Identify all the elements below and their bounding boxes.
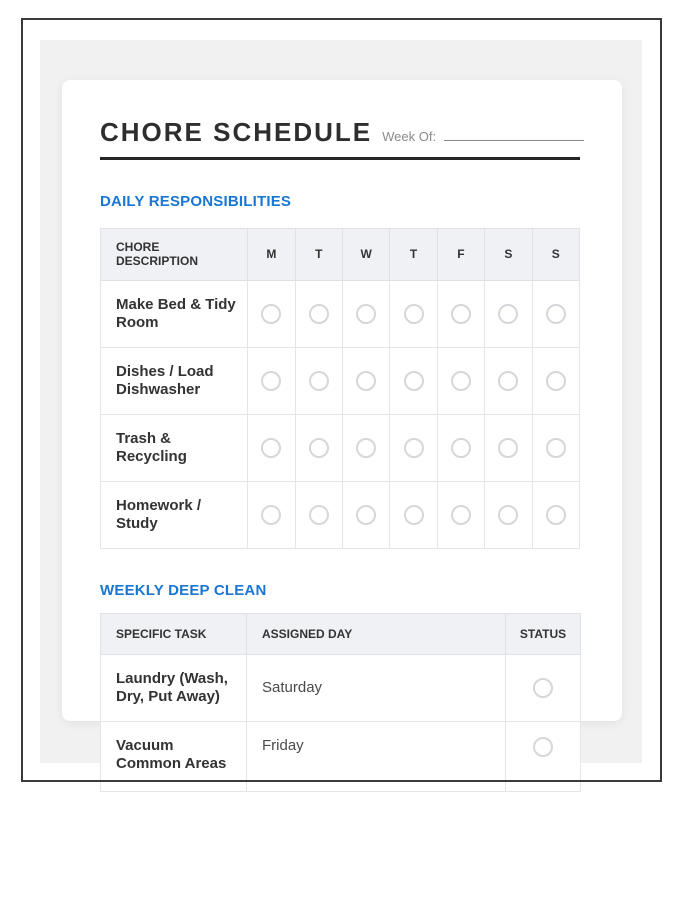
day-checkbox[interactable] [451,438,471,458]
column-header-chore-description: CHORE DESCRIPTION [101,228,248,280]
page-title: CHORE SCHEDULE [100,117,373,147]
day-checkbox[interactable] [451,304,471,324]
table-row [101,414,580,481]
column-header-sunday: S [532,228,579,280]
chore-label: Trash & Recycling [116,429,187,465]
chore-label: Make Bed & Tidy Room [116,295,236,331]
status-checkbox[interactable] [533,678,553,698]
day-checkbox[interactable] [261,505,281,525]
weekly-header-row [101,613,581,654]
column-header-saturday: S [485,228,532,280]
daily-section-heading: DAILY RESPONSIBILITIES [100,192,292,210]
day-checkbox[interactable] [404,304,424,324]
assigned-day-value: Saturday [262,678,323,696]
table-row [101,654,581,721]
day-checkbox[interactable] [498,438,518,458]
column-header-tuesday: T [295,228,342,280]
day-checkbox[interactable] [404,371,424,391]
day-checkbox[interactable] [498,371,518,391]
day-checkbox[interactable] [309,438,329,458]
table-row [101,347,580,414]
column-header-status: STATUS [506,613,581,654]
day-checkbox[interactable] [451,505,471,525]
weekly-deep-clean-table [100,613,581,792]
day-checkbox[interactable] [404,505,424,525]
day-checkbox[interactable] [309,304,329,324]
daily-header-row [101,228,580,280]
column-header-thursday: T [390,228,437,280]
day-checkbox[interactable] [356,505,376,525]
daily-responsibilities-table [100,228,580,549]
weekly-section-heading: WEEKLY DEEP CLEAN [100,581,267,599]
day-checkbox[interactable] [356,371,376,391]
chore-label: Dishes / Load Dishwasher [116,362,214,398]
table-row [101,721,581,791]
day-checkbox[interactable] [451,371,471,391]
week-of-label: Week Of: [382,129,437,144]
table-row [101,481,580,548]
column-header-assigned-day: ASSIGNED DAY [247,613,506,654]
day-checkbox[interactable] [404,438,424,458]
day-checkbox[interactable] [261,371,281,391]
task-label: Vacuum Common Areas [116,736,227,772]
column-header-specific-task: SPECIFIC TASK [101,613,247,654]
day-checkbox[interactable] [546,371,566,391]
assigned-day-value: Friday [262,736,304,754]
day-checkbox[interactable] [498,304,518,324]
day-checkbox[interactable] [356,438,376,458]
week-of-blank-input[interactable] [444,126,584,141]
table-row [101,280,580,347]
day-checkbox[interactable] [261,304,281,324]
day-checkbox[interactable] [498,505,518,525]
day-checkbox[interactable] [546,304,566,324]
task-label: Laundry (Wash, Dry, Put Away) [116,669,228,705]
schedule-card [62,80,622,772]
card-content [62,80,622,792]
day-checkbox[interactable] [546,438,566,458]
title-row [100,118,580,160]
column-header-wednesday: W [343,228,390,280]
day-checkbox[interactable] [309,371,329,391]
status-checkbox[interactable] [533,737,553,757]
day-checkbox[interactable] [546,505,566,525]
column-header-friday: F [437,228,484,280]
chore-label: Homework / Study [116,496,202,532]
day-checkbox[interactable] [309,505,329,525]
day-checkbox[interactable] [356,304,376,324]
day-checkbox[interactable] [261,438,281,458]
column-header-monday: M [248,228,295,280]
week-of-group [382,126,584,144]
